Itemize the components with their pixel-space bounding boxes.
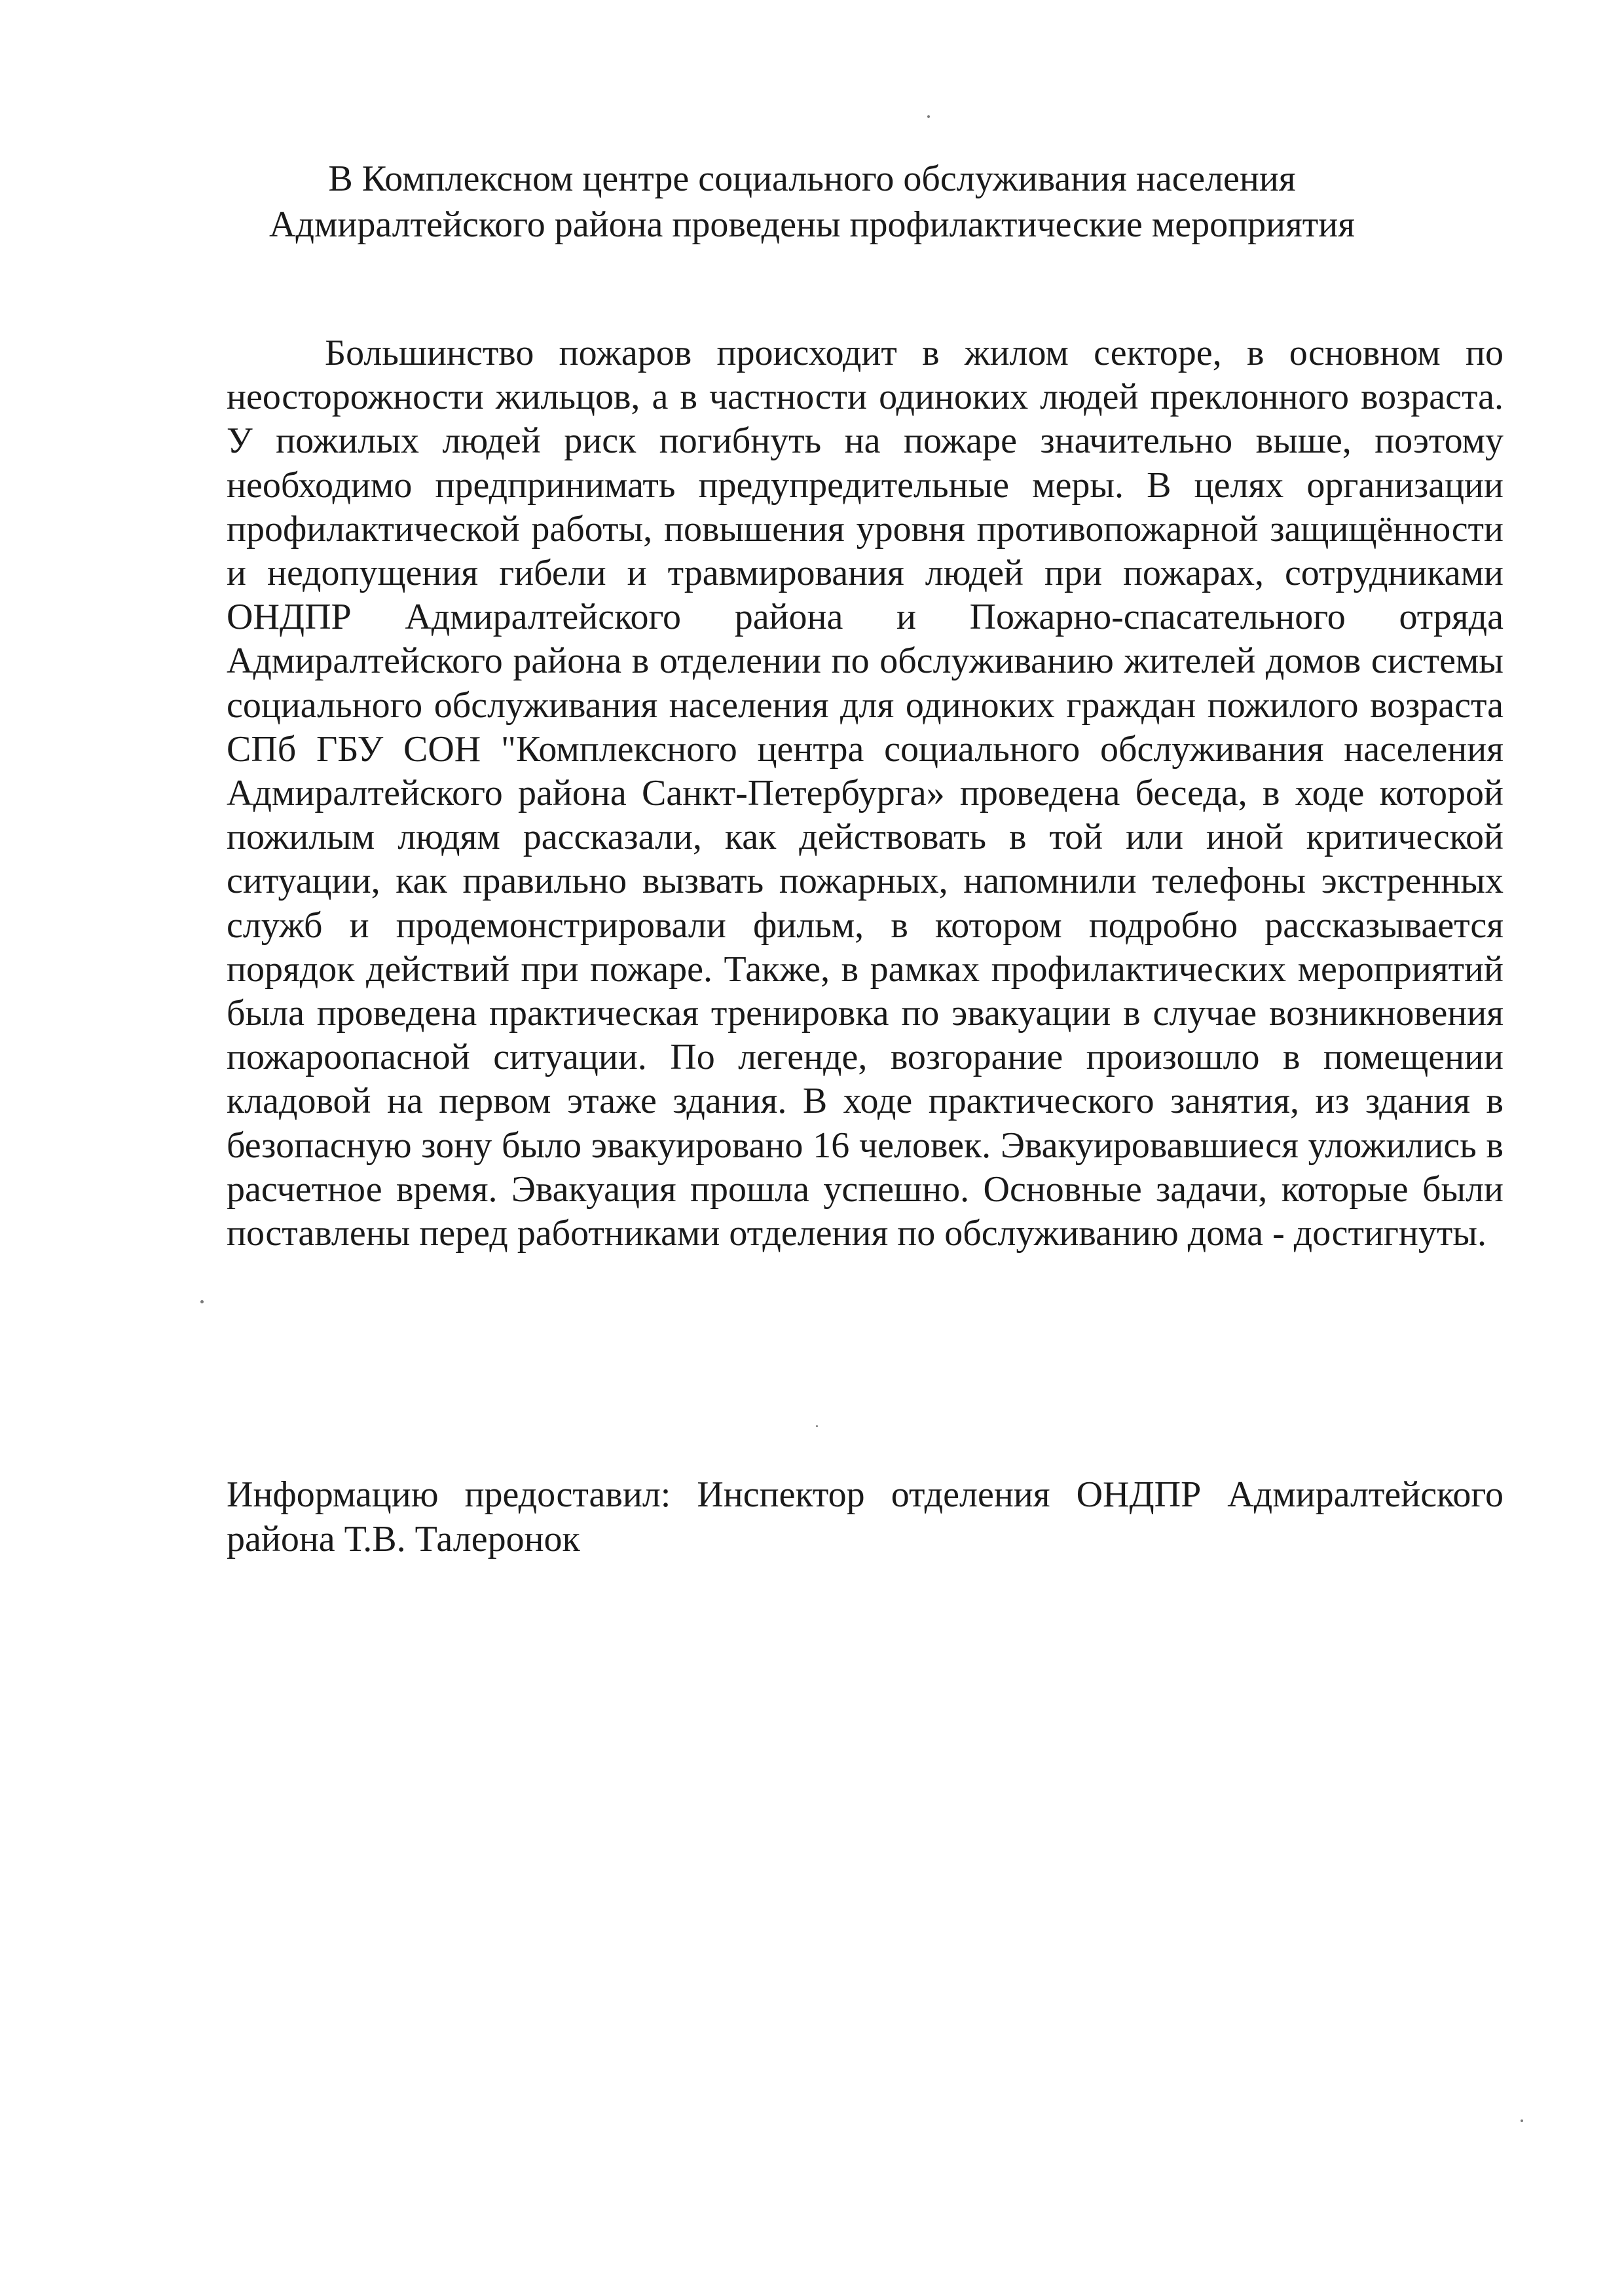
scan-speck: [200, 1300, 204, 1303]
title-line-2: Адмиралтейского района проведены профилактические мероприятия: [269, 204, 1355, 245]
scan-speck: [816, 1425, 818, 1427]
info-credit: Информацию предоставил: Инспектор отделения ОНДПР Адмиралтейского района Т.В. Талеронок: [227, 1474, 1504, 1559]
body-paragraph: Большинство пожаров происходит в жилом секторе, в основном по неосторожности жильцов, а в частности одиноких людей преклонного возраста. У пожилых людей риск погибнуть на пожаре значительно выше, поэтому необходимо предпринимать предупредительные меры. В целях организации профилактической работы, повышения уровня противопожарной защищённости и недопущения гибели и травмирования людей при пожарах, сотрудниками ОНДПР Адмиралтейского района и Пожарно-спасательного отряда Адмиралтейского района в отделении по обслуживанию жителей домов системы социального обслуживания населения для одиноких граждан пожилого возраста СПб ГБУ СОН "Комплексного центра социального обслуживания населения Адмиралтейского района Санкт-Петербурга» проведена беседа, в ходе которой пожилым людям рассказали, как действовать в той или иной критической ситуации, как правильно вызвать пожарных, напомнили телефоны экстренных служб и продемонстрировали фильм, в котором подробно рассказывается порядок действий при пожаре. Также, в рамках профилактических мероприятий была проведена практическая тренировка по эвакуации в случае возникновения пожароопасной ситуации. По легенде, возгорание произошло в помещении кладовой на первом этаже здания. В ходе практического занятия, из здания в безопасную зону было эвакуировано 16 человек. Эвакуировавшиеся уложились в расчетное время. Эвакуация прошла успешно. Основные задачи, которые были поставлены перед работниками отделения по обслуживанию дома - достигнуты.: [227, 333, 1504, 1254]
title-line-1: В Комплексном центре социального обслуживания населения: [328, 159, 1296, 199]
scan-speck: [927, 115, 930, 118]
page-title: [196, 156, 1428, 248]
scan-speck: [1521, 2119, 1523, 2122]
